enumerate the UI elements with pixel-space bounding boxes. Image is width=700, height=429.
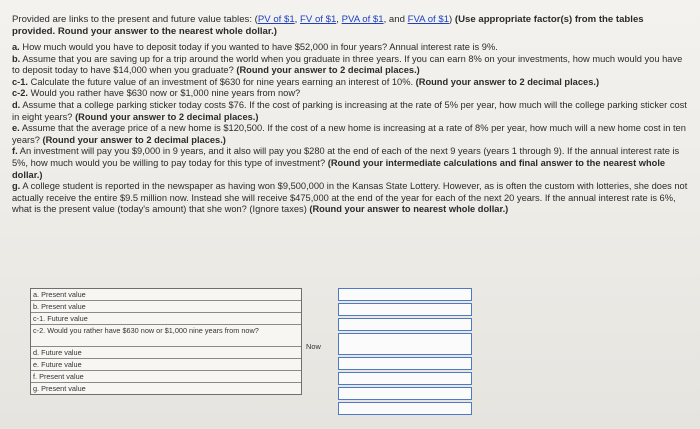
answer-row-label: e. Future value	[31, 359, 301, 371]
intro-prefix: Provided are links to the present and future value tables: (	[12, 14, 258, 25]
answer-row-label: f. Present value	[31, 371, 301, 383]
question-b	[12, 54, 688, 77]
answer-row-label: g. Present value	[33, 384, 86, 393]
question-note: (Round your answer to nearest whole dollar.)	[309, 204, 509, 215]
question-d	[12, 100, 688, 123]
answer-row-label: c-1. Future value	[31, 313, 301, 325]
question-text: A college student is reported in the newspaper as having won $9,500,000 in the Kansas State Lottery. However, as is often the custom with lotteries, she does not actually receive the entire $9.5 million now. Instead she will receive $475,000 at the end of the year for each of the next 20 years. If the annual interest rate is 6%, what is the present value (today's amount) that she won? (Ignore taxes)	[12, 181, 688, 215]
question-f	[12, 146, 688, 181]
answer-input-a[interactable]	[338, 288, 472, 301]
question-note: (Round your answer to 2 decimal places.)	[415, 76, 600, 87]
question-label: c-1.	[12, 76, 29, 87]
question-label: f.	[12, 146, 18, 157]
question-g	[12, 181, 688, 216]
question-text: How much would you have to deposit today if you wanted to have $52,000 in four years? Annual interest rate is 9%.	[19, 42, 498, 52]
answer-row-label: b. Present value	[31, 301, 301, 313]
question-label: g.	[12, 181, 21, 192]
question-c2	[12, 88, 688, 100]
question-e	[12, 123, 688, 146]
answer-input-g[interactable]	[338, 402, 472, 415]
answer-input-b[interactable]	[338, 303, 472, 316]
question-c1	[12, 77, 688, 89]
question-text: Assume that the average price of a new home is $120,500. If the cost of a new home is increasing at a rate of 8% per year, how much will a new home cost in ten years?	[12, 123, 686, 145]
question-text: Assume that you are saving up for a trip around the world when you graduate in three years. If you can earn 8% on your investments, how much would you have to deposit today to have $14,000 when you graduate?	[12, 53, 683, 76]
intro-sep: , and	[383, 14, 408, 25]
pv-table-link[interactable]: PV of $1	[257, 14, 295, 25]
answer-input-d[interactable]	[338, 357, 472, 370]
question-a	[12, 42, 688, 54]
question-label: d.	[12, 99, 21, 110]
pva-table-link[interactable]: PVA of $1	[341, 14, 384, 25]
answer-input-c2[interactable]	[338, 333, 472, 355]
intro-sep: ,	[294, 14, 301, 25]
intro-sep: ,	[336, 14, 342, 25]
now-label: Now	[306, 342, 321, 351]
fva-table-link[interactable]: FVA of $1	[407, 14, 450, 25]
answer-labels	[30, 288, 302, 395]
question-list	[12, 42, 688, 216]
answer-table	[30, 288, 650, 414]
answer-input-f[interactable]	[338, 387, 472, 400]
question-note: (Round your answer to 2 decimal places.)	[75, 111, 259, 122]
question-label: e.	[12, 123, 20, 134]
question-label: a.	[12, 42, 20, 52]
answer-inputs	[338, 288, 472, 417]
answer-input-e[interactable]	[338, 372, 472, 385]
intro-instruction: (Use appropriate factor(s) from the tables provided. Round your answer to the nearest whole dollar.)	[12, 14, 644, 37]
question-text: Would you rather have $630 now or $1,000 nine years from now?	[28, 88, 301, 99]
question-note: (Round your answer to 2 decimal places.)	[236, 65, 420, 76]
fv-table-link[interactable]: FV of $1	[300, 14, 337, 25]
intro-suffix: )	[449, 14, 455, 25]
question-text: Calculate the future value of an investment of $630 for nine years earning an interest of 10%.	[28, 76, 416, 87]
question-note: (Round your intermediate calculations and final answer to the nearest whole dollar.)	[12, 157, 666, 180]
answer-input-c1[interactable]	[338, 318, 472, 331]
question-text: An investment will pay you $9,000 in 9 years, and it also will pay you $280 at the end of each of the next 9 years (years 1 through 9). If the annual interest rate is 5%, how much would you be willing to pay today for this type of investment?	[12, 146, 680, 168]
answer-row-label: c-2. Would you rather have $630 now or $1,000 nine years from now?	[31, 325, 301, 347]
question-label: c-2.	[12, 88, 29, 99]
answer-row-label: d. Future value	[31, 347, 301, 359]
answer-row-label: a. Present value	[31, 289, 301, 301]
question-note: (Round your answer to 2 decimal places.)	[42, 134, 226, 145]
question-label: b.	[12, 53, 21, 64]
question-text: Assume that a college parking sticker today costs $76. If the cost of parking is increasing at the rate of 5% per year, how much will the college parking sticker cost in eight years?	[12, 99, 687, 122]
intro-text	[12, 14, 684, 38]
